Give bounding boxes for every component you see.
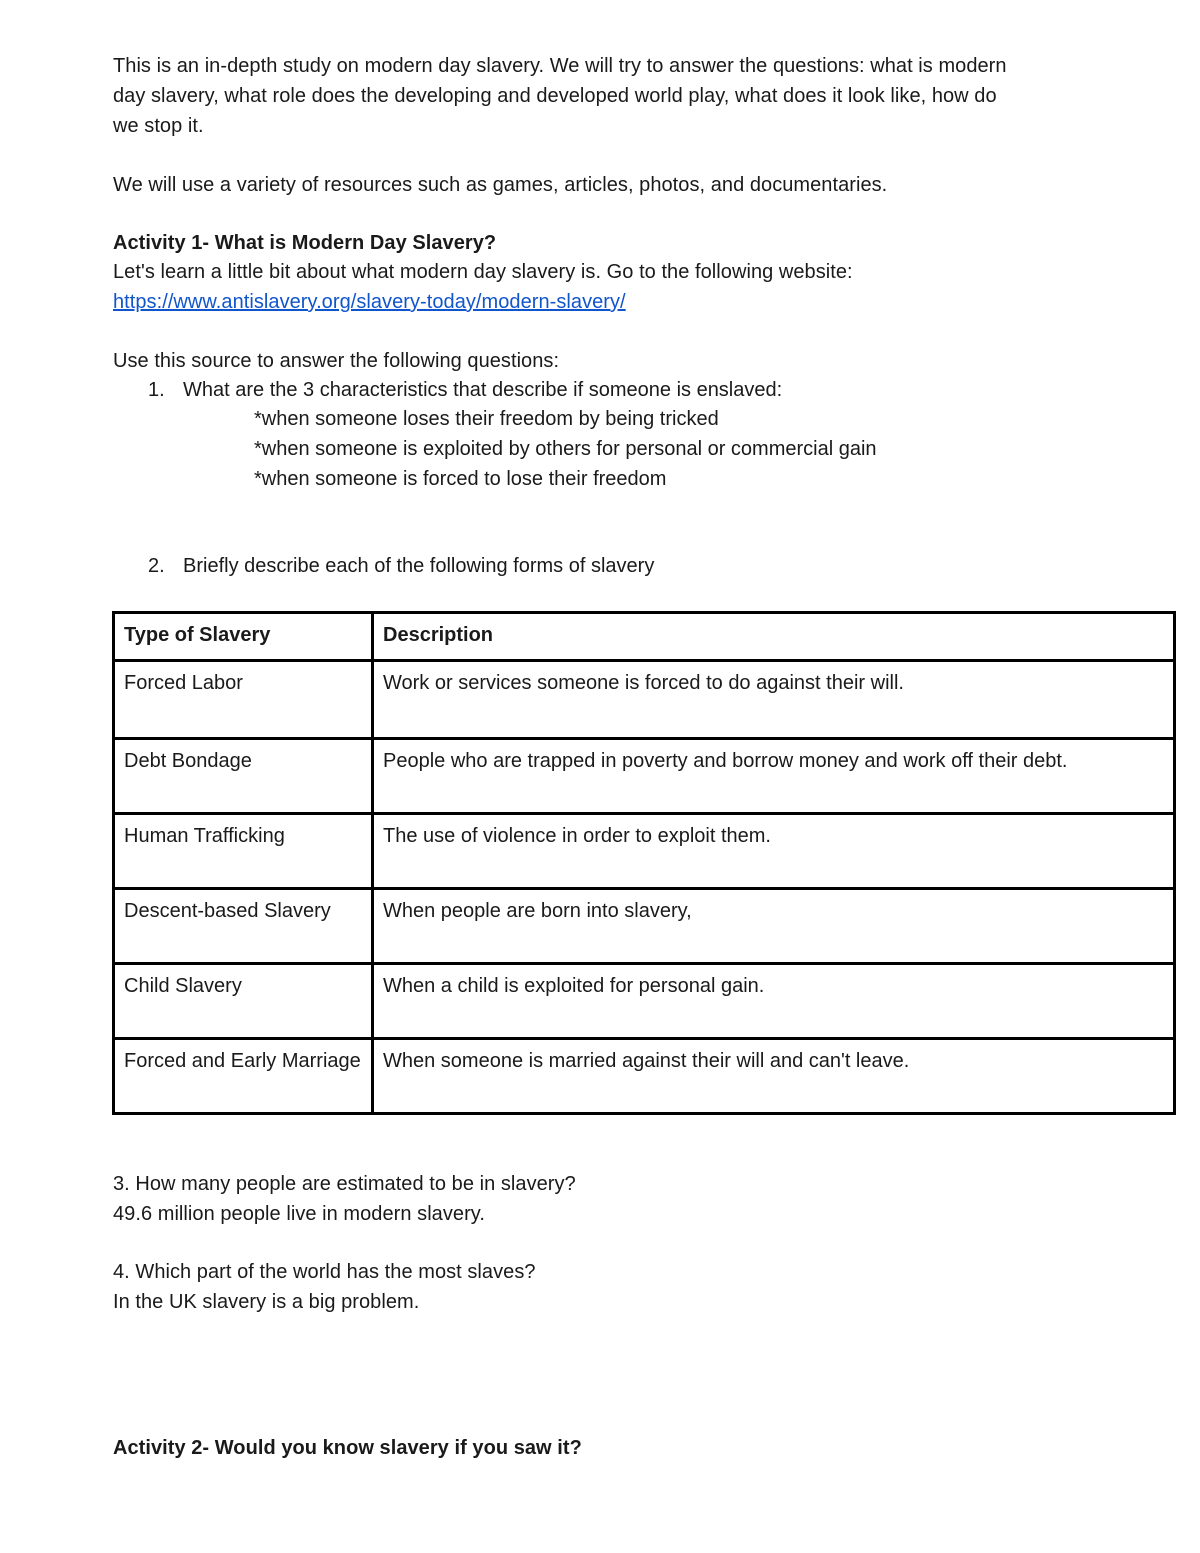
antislavery-link[interactable]: https://www.antislavery.org/slavery-today/modern-slavery/ bbox=[113, 291, 626, 313]
header-description: Description bbox=[373, 613, 1175, 661]
intro-line-1: This is an in-depth study on modern day slavery. We will try to answer the questions: what is modern bbox=[113, 55, 1007, 77]
question-1-answer-2: *when someone is exploited by others for personal or commercial gain bbox=[254, 438, 877, 460]
question-4-answer: In the UK slavery is a big problem. bbox=[113, 1291, 420, 1313]
slavery-description-cell: When people are born into slavery, bbox=[373, 889, 1175, 964]
table-row bbox=[114, 814, 1175, 889]
slavery-type-cell: Child Slavery bbox=[114, 964, 373, 1039]
table-row bbox=[114, 739, 1175, 814]
slavery-type-cell: Debt Bondage bbox=[114, 739, 373, 814]
question-1-number: 1. bbox=[148, 379, 165, 401]
table-row bbox=[114, 889, 1175, 964]
slavery-type-cell: Human Trafficking bbox=[114, 814, 373, 889]
slavery-type-cell: Forced Labor bbox=[114, 661, 373, 739]
activity1-link-wrapper bbox=[113, 287, 626, 317]
question-4-text: 4. Which part of the world has the most slaves? bbox=[113, 1261, 536, 1283]
question-2-number: 2. bbox=[148, 555, 165, 577]
question-1-answer-3: *when someone is forced to lose their freedom bbox=[254, 468, 667, 490]
question-1-text: What are the 3 characteristics that describe if someone is enslaved: bbox=[183, 379, 783, 401]
slavery-type-cell: Forced and Early Marriage bbox=[114, 1039, 373, 1114]
activity1-lead: Let's learn a little bit about what modern day slavery is. Go to the following website: bbox=[113, 261, 853, 283]
slavery-description-cell: Work or services someone is forced to do against their will. bbox=[373, 661, 1175, 739]
question-3-answer: 49.6 million people live in modern slavery. bbox=[113, 1203, 485, 1225]
question-2-text: Briefly describe each of the following forms of slavery bbox=[183, 555, 655, 577]
table-row bbox=[114, 964, 1175, 1039]
intro-line-2: day slavery, what role does the developing and developed world play, what does it look like, how do bbox=[113, 85, 997, 107]
table-row bbox=[114, 661, 1175, 739]
slavery-description-cell: People who are trapped in poverty and borrow money and work off their debt. bbox=[373, 739, 1175, 814]
activity2-heading: Activity 2- Would you know slavery if you saw it? bbox=[113, 1437, 582, 1459]
activity1-instruction: Use this source to answer the following questions: bbox=[113, 350, 560, 372]
table-row bbox=[114, 1039, 1175, 1114]
activity1-heading: Activity 1- What is Modern Day Slavery? bbox=[113, 232, 497, 254]
slavery-type-cell: Descent-based Slavery bbox=[114, 889, 373, 964]
slavery-types-table bbox=[112, 611, 1176, 1115]
slavery-description-cell: When a child is exploited for personal gain. bbox=[373, 964, 1175, 1039]
question-3-text: 3. How many people are estimated to be in slavery? bbox=[113, 1173, 576, 1195]
intro-resources: We will use a variety of resources such as games, articles, photos, and documentaries. bbox=[113, 174, 888, 196]
intro-line-3: we stop it. bbox=[113, 115, 204, 137]
table-header-row bbox=[114, 613, 1175, 661]
slavery-description-cell: When someone is married against their will and can't leave. bbox=[373, 1039, 1175, 1114]
slavery-description-cell: The use of violence in order to exploit them. bbox=[373, 814, 1175, 889]
question-1-answer-1: *when someone loses their freedom by being tricked bbox=[254, 408, 719, 430]
header-type-of-slavery: Type of Slavery bbox=[114, 613, 373, 661]
